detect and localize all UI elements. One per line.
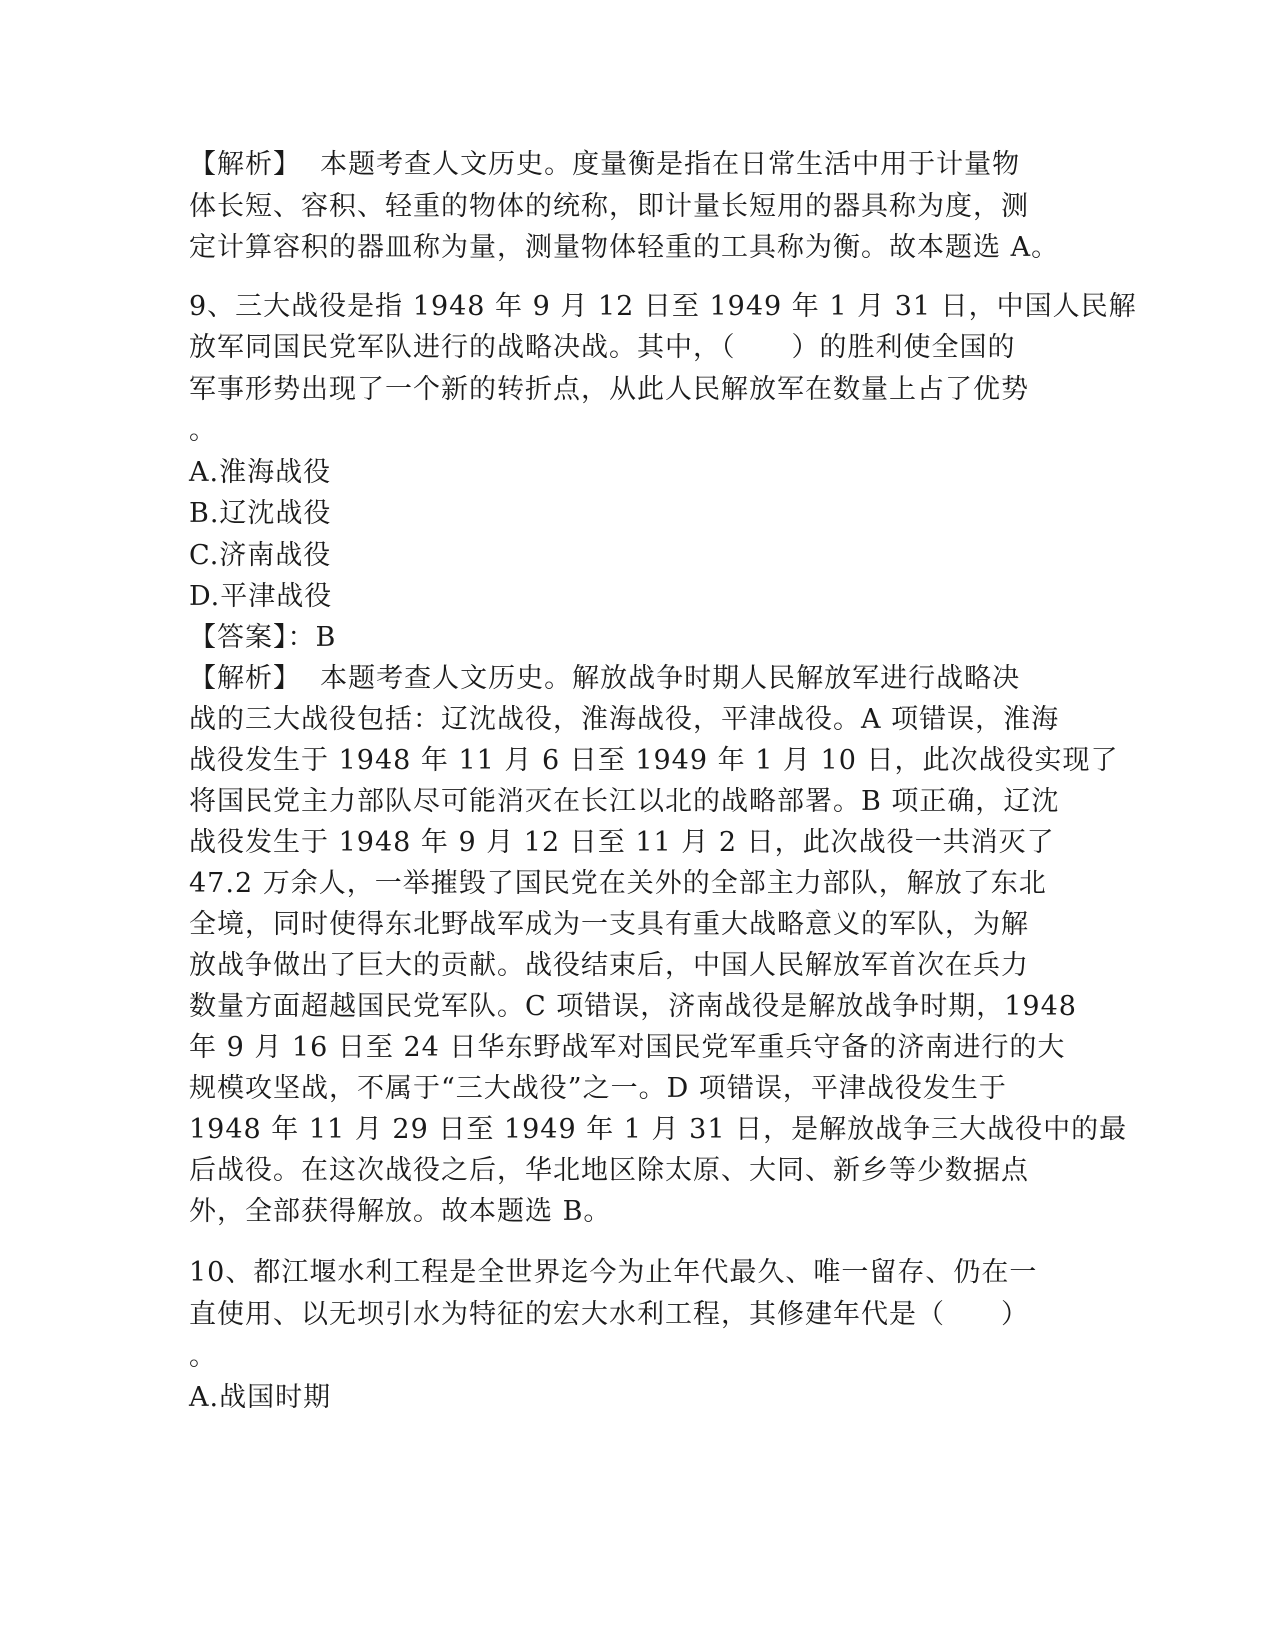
analysis-q8-line-3: 定计算容积的器皿称为量，测量物体轻重的工具称为衡。故本题选 A。 (189, 232, 1060, 263)
option-a: A.淮海战役 (189, 457, 332, 488)
analysis-q9-line-2: 战的三大战役包括：辽沈战役，淮海战役，平津战役。A 项错误，淮海 (189, 704, 1060, 735)
question-9-line-2: 放军同国民党军队进行的战略决战。其中，（ ）的胜利使全国的 (189, 332, 1016, 363)
analysis-q9-line-9: 数量方面超越国民党军队。C 项错误，济南战役是解放战争时期，1948 (189, 991, 1077, 1022)
answer-q9: 【答案】：B (189, 622, 337, 653)
option-b: B.辽沈战役 (189, 498, 332, 529)
analysis-q9-line-10: 年 9 月 16 日至 24 日华东野战军对国民党军重兵守备的济南进行的大 (189, 1032, 1066, 1063)
analysis-q8-line-1: 【解析】 本题考查人文历史。度量衡是指在日常生活中用于计量物 (189, 149, 1021, 180)
analysis-q9-line-7: 全境，同时使得东北野战军成为一支具有重大战略意义的军队，为解 (189, 909, 1029, 940)
analysis-q9-line-1: 【解析】 本题考查人文历史。解放战争时期人民解放军进行战略决 (189, 663, 1021, 694)
option-a-q10: A.战国时期 (189, 1382, 332, 1413)
analysis-q9-line-14: 外，全部获得解放。故本题选 B。 (189, 1196, 612, 1227)
question-9-line-4: 。 (189, 415, 217, 446)
analysis-q9-line-6: 47.2 万余人，一举摧毁了国民党在关外的全部主力部队，解放了东北 (189, 868, 1047, 899)
analysis-q9-line-12: 1948 年 11 月 29 日至 1949 年 1 月 31 日，是解放战争三大战役中的最 (189, 1114, 1128, 1145)
analysis-q8-line-2: 体长短、容积、轻重的物体的统称，即计量长短用的器具称为度，测 (189, 191, 1029, 222)
question-10-line-2: 直使用、以无坝引水为特征的宏大水利工程，其修建年代是（ ） (189, 1299, 1029, 1330)
option-d: D.平津战役 (189, 581, 333, 612)
analysis-q9-line-5: 战役发生于 1948 年 9 月 12 日至 11 月 2 日，此次战役一共消灭了 (189, 827, 1055, 858)
analysis-q9-line-11: 规模攻坚战，不属于“三大战役”之一。D 项错误，平津战役发生于 (189, 1073, 1007, 1104)
question-9-line-3: 军事形势出现了一个新的转折点，从此人民解放军在数量上占了优势 (189, 374, 1029, 405)
option-c: C.济南战役 (189, 540, 332, 571)
question-9-line-1: 9、三大战役是指 1948 年 9 月 12 日至 1949 年 1 月 31 日，中国人民解 (189, 291, 1137, 322)
analysis-q9-line-8: 放战争做出了巨大的贡献。战役结束后，中国人民解放军首次在兵力 (189, 950, 1029, 981)
question-10-line-3: 。 (189, 1341, 217, 1372)
analysis-q9-line-4: 将国民党主力部队尽可能消灭在长江以北的战略部署。B 项正确，辽沈 (189, 786, 1060, 817)
analysis-q9-line-3: 战役发生于 1948 年 11 月 6 日至 1949 年 1 月 10 日，此次战役实现了 (189, 745, 1119, 776)
analysis-q9-line-13: 后战役。在这次战役之后，华北地区除太原、大同、新乡等少数据点 (189, 1155, 1029, 1186)
question-10-line-1: 10、都江堰水利工程是全世界迄今为止年代最久、唯一留存、仍在一 (189, 1257, 1038, 1288)
